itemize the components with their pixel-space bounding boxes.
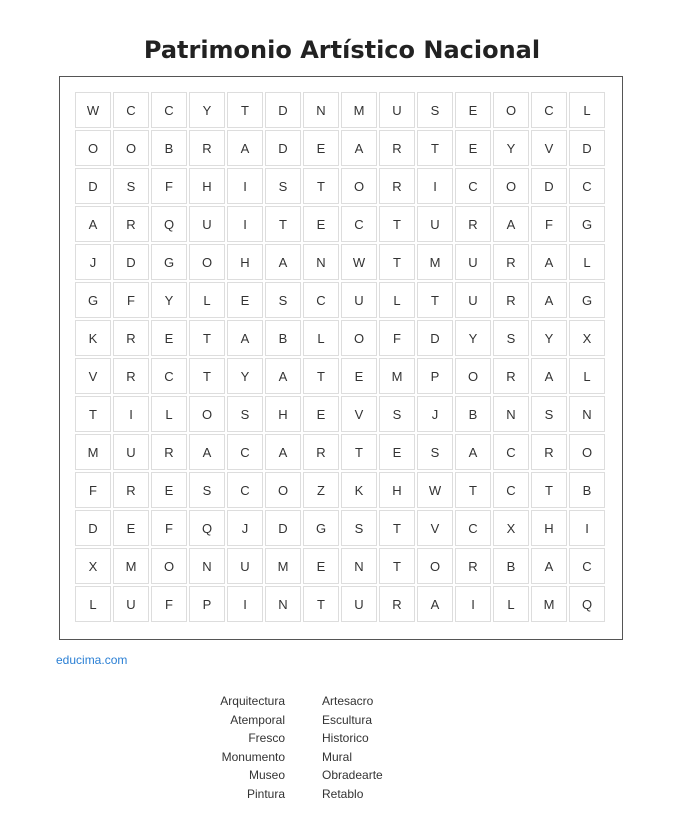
grid-cell[interactable]: A — [493, 206, 529, 242]
grid-cell[interactable]: L — [569, 244, 605, 280]
grid-cell[interactable]: Q — [151, 206, 187, 242]
grid-cell[interactable]: T — [341, 434, 377, 470]
grid-cell[interactable]: O — [189, 396, 225, 432]
grid-cell[interactable]: N — [265, 586, 301, 622]
grid-cell[interactable]: U — [455, 244, 491, 280]
grid-cell[interactable]: R — [455, 548, 491, 584]
grid-cell[interactable]: R — [151, 434, 187, 470]
grid-cell[interactable]: A — [455, 434, 491, 470]
grid-cell[interactable]: R — [531, 434, 567, 470]
grid-cell[interactable]: M — [531, 586, 567, 622]
grid-cell[interactable]: C — [493, 472, 529, 508]
grid-cell[interactable]: A — [531, 548, 567, 584]
grid-cell[interactable]: P — [417, 358, 453, 394]
grid-cell[interactable]: L — [151, 396, 187, 432]
grid-cell[interactable]: E — [227, 282, 263, 318]
grid-cell[interactable]: A — [531, 358, 567, 394]
grid-cell[interactable]: D — [75, 510, 111, 546]
grid-cell[interactable]: A — [265, 434, 301, 470]
grid-cell[interactable]: T — [379, 510, 415, 546]
grid-cell[interactable]: R — [455, 206, 491, 242]
grid-cell[interactable]: E — [341, 358, 377, 394]
grid-cell[interactable]: D — [265, 130, 301, 166]
grid-cell[interactable]: S — [341, 510, 377, 546]
grid-cell[interactable]: R — [113, 358, 149, 394]
grid-cell[interactable]: G — [569, 206, 605, 242]
grid-cell[interactable]: R — [379, 130, 415, 166]
grid-cell[interactable]: B — [493, 548, 529, 584]
grid-cell[interactable]: S — [265, 168, 301, 204]
grid-cell[interactable]: F — [379, 320, 415, 356]
grid-cell[interactable]: N — [569, 396, 605, 432]
grid-cell[interactable]: A — [417, 586, 453, 622]
grid-cell[interactable]: I — [113, 396, 149, 432]
grid-cell[interactable]: B — [569, 472, 605, 508]
word-item: Artesacro — [322, 694, 374, 708]
grid-cell[interactable]: T — [303, 168, 339, 204]
grid-cell[interactable]: G — [151, 244, 187, 280]
grid-cell[interactable]: D — [113, 244, 149, 280]
grid-cell[interactable]: T — [379, 244, 415, 280]
grid-cell[interactable]: I — [227, 206, 263, 242]
grid-cell[interactable]: D — [75, 168, 111, 204]
grid-cell[interactable]: H — [265, 396, 301, 432]
grid-cell[interactable]: B — [455, 396, 491, 432]
grid-cell[interactable]: M — [113, 548, 149, 584]
grid-cell[interactable]: E — [151, 320, 187, 356]
grid-cell[interactable]: L — [493, 586, 529, 622]
grid-cell[interactable]: M — [75, 434, 111, 470]
grid-cell[interactable]: O — [417, 548, 453, 584]
grid-cell[interactable]: R — [379, 168, 415, 204]
grid-cell[interactable]: M — [265, 548, 301, 584]
grid-cell[interactable]: C — [341, 206, 377, 242]
grid-cell[interactable]: E — [303, 130, 339, 166]
grid-cell[interactable]: E — [455, 130, 491, 166]
word-item: Historico — [322, 731, 369, 746]
grid-cell[interactable]: C — [227, 472, 263, 508]
grid-cell[interactable]: T — [379, 548, 415, 584]
grid-cell[interactable]: F — [151, 168, 187, 204]
word-item: Mural — [322, 749, 353, 764]
grid-cell[interactable]: S — [493, 320, 529, 356]
grid-cell[interactable]: O — [113, 130, 149, 166]
grid-cell[interactable]: T — [189, 358, 225, 394]
grid-cell[interactable]: U — [341, 282, 377, 318]
grid-cell[interactable]: M — [341, 92, 377, 128]
grid-cell[interactable]: N — [493, 396, 529, 432]
word-item: Obradearte — [322, 768, 383, 783]
grid-cell[interactable]: R — [113, 320, 149, 356]
grid-cell[interactable]: T — [379, 206, 415, 242]
grid-cell[interactable]: L — [569, 92, 605, 128]
grid-cell[interactable]: F — [75, 472, 111, 508]
grid-cell[interactable]: T — [303, 586, 339, 622]
grid-cell[interactable]: Y — [151, 282, 187, 318]
grid-cell[interactable]: G — [569, 282, 605, 318]
grid-cell[interactable]: R — [189, 130, 225, 166]
grid-cell[interactable]: V — [341, 396, 377, 432]
grid-cell[interactable]: N — [341, 548, 377, 584]
grid-cell[interactable]: Y — [227, 358, 263, 394]
grid-cell[interactable]: Y — [493, 130, 529, 166]
grid-cell[interactable]: R — [493, 244, 529, 280]
grid-cell[interactable]: V — [75, 358, 111, 394]
grid-cell[interactable]: R — [303, 434, 339, 470]
grid-cell[interactable]: T — [75, 396, 111, 432]
grid-cell[interactable]: R — [493, 358, 529, 394]
word-search-board — [59, 76, 623, 640]
grid-cell[interactable]: A — [227, 320, 263, 356]
grid-cell[interactable]: V — [417, 510, 453, 546]
grid-cell[interactable]: T — [417, 130, 453, 166]
grid-cell[interactable]: X — [569, 320, 605, 356]
grid-cell[interactable]: E — [379, 434, 415, 470]
grid-cell[interactable]: A — [265, 358, 301, 394]
grid-cell[interactable]: R — [113, 206, 149, 242]
letter-grid — [75, 92, 605, 622]
grid-cell[interactable]: J — [75, 244, 111, 280]
grid-cell[interactable]: O — [189, 244, 225, 280]
word-item: Pintura — [246, 786, 285, 801]
grid-cell[interactable]: I — [417, 168, 453, 204]
grid-cell[interactable]: T — [227, 92, 263, 128]
grid-cell[interactable]: U — [455, 282, 491, 318]
grid-cell[interactable]: T — [265, 206, 301, 242]
grid-cell[interactable]: B — [265, 320, 301, 356]
grid-cell[interactable]: K — [341, 472, 377, 508]
word-item: Atemporal — [230, 712, 285, 727]
grid-cell[interactable]: C — [569, 168, 605, 204]
grid-cell[interactable]: E — [455, 92, 491, 128]
word-list-right — [322, 692, 442, 804]
grid-cell[interactable]: Y — [531, 320, 567, 356]
grid-cell[interactable]: U — [379, 92, 415, 128]
grid-cell[interactable]: O — [493, 168, 529, 204]
grid-cell[interactable]: D — [265, 92, 301, 128]
grid-cell[interactable]: H — [189, 168, 225, 204]
grid-cell[interactable]: J — [227, 510, 263, 546]
grid-cell[interactable]: U — [113, 434, 149, 470]
grid-cell[interactable]: L — [303, 320, 339, 356]
grid-cell[interactable]: W — [341, 244, 377, 280]
grid-cell[interactable]: T — [189, 320, 225, 356]
grid-cell[interactable]: S — [417, 434, 453, 470]
grid-cell[interactable]: T — [417, 282, 453, 318]
grid-cell[interactable]: H — [227, 244, 263, 280]
grid-cell[interactable]: X — [75, 548, 111, 584]
grid-cell[interactable]: V — [531, 130, 567, 166]
grid-cell[interactable]: E — [303, 396, 339, 432]
grid-cell[interactable]: M — [417, 244, 453, 280]
grid-cell[interactable]: A — [531, 244, 567, 280]
page-title: Patrimonio Artístico Nacional — [143, 36, 541, 64]
grid-cell[interactable]: U — [341, 586, 377, 622]
word-list-left — [200, 692, 285, 804]
grid-cell[interactable]: D — [417, 320, 453, 356]
grid-cell[interactable]: O — [75, 130, 111, 166]
grid-cell[interactable]: X — [493, 510, 529, 546]
grid-cell[interactable]: A — [265, 244, 301, 280]
grid-cell[interactable]: D — [569, 130, 605, 166]
grid-cell[interactable]: O — [493, 92, 529, 128]
grid-cell[interactable]: Y — [189, 92, 225, 128]
grid-cell[interactable]: O — [341, 320, 377, 356]
grid-cell[interactable]: C — [303, 282, 339, 318]
grid-cell[interactable]: N — [303, 92, 339, 128]
grid-cell[interactable]: R — [113, 472, 149, 508]
grid-cell[interactable]: A — [341, 130, 377, 166]
grid-cell[interactable]: C — [113, 92, 149, 128]
grid-cell[interactable]: E — [303, 548, 339, 584]
grid-cell[interactable]: K — [75, 320, 111, 356]
grid-cell[interactable]: F — [151, 510, 187, 546]
grid-cell[interactable]: Y — [455, 320, 491, 356]
grid-cell[interactable]: G — [75, 282, 111, 318]
grid-cell[interactable]: I — [455, 586, 491, 622]
grid-cell[interactable]: F — [113, 282, 149, 318]
grid-cell[interactable]: A — [531, 282, 567, 318]
grid-cell[interactable]: S — [265, 282, 301, 318]
grid-cell[interactable]: Q — [189, 510, 225, 546]
grid-cell[interactable]: E — [303, 206, 339, 242]
grid-cell[interactable]: A — [227, 130, 263, 166]
grid-cell[interactable]: U — [417, 206, 453, 242]
grid-cell[interactable]: Q — [569, 586, 605, 622]
grid-cell[interactable]: L — [569, 358, 605, 394]
grid-cell[interactable]: L — [379, 282, 415, 318]
grid-cell[interactable]: S — [417, 92, 453, 128]
grid-cell[interactable]: C — [531, 92, 567, 128]
grid-cell[interactable]: T — [303, 358, 339, 394]
grid-cell[interactable]: C — [151, 358, 187, 394]
grid-cell[interactable]: N — [303, 244, 339, 280]
word-item: Museo — [248, 768, 285, 783]
brand-link[interactable]: educima.com — [56, 653, 128, 667]
grid-cell[interactable]: C — [227, 434, 263, 470]
grid-cell[interactable]: S — [227, 396, 263, 432]
grid-cell[interactable]: W — [417, 472, 453, 508]
grid-cell[interactable]: W — [75, 92, 111, 128]
grid-cell[interactable]: P — [189, 586, 225, 622]
grid-cell[interactable]: I — [227, 586, 263, 622]
grid-cell[interactable]: E — [151, 472, 187, 508]
grid-cell[interactable]: L — [189, 282, 225, 318]
grid-cell[interactable]: A — [75, 206, 111, 242]
grid-cell[interactable]: S — [531, 396, 567, 432]
grid-cell[interactable]: C — [151, 92, 187, 128]
grid-cell[interactable]: H — [531, 510, 567, 546]
grid-cell[interactable]: O — [569, 434, 605, 470]
word-item: Escultura — [322, 712, 373, 727]
grid-cell[interactable]: C — [455, 510, 491, 546]
grid-cell[interactable]: O — [455, 358, 491, 394]
grid-cell[interactable]: F — [531, 206, 567, 242]
grid-cell[interactable]: B — [151, 130, 187, 166]
grid-cell[interactable]: A — [189, 434, 225, 470]
grid-cell[interactable]: I — [569, 510, 605, 546]
grid-cell[interactable]: D — [265, 510, 301, 546]
grid-cell[interactable]: U — [113, 586, 149, 622]
grid-cell[interactable]: J — [417, 396, 453, 432]
word-item: Arquitectura — [220, 694, 285, 708]
grid-cell[interactable]: I — [227, 168, 263, 204]
grid-cell[interactable]: C — [569, 548, 605, 584]
grid-cell[interactable]: T — [455, 472, 491, 508]
grid-cell[interactable]: S — [189, 472, 225, 508]
grid-cell[interactable]: E — [113, 510, 149, 546]
grid-cell[interactable]: O — [265, 472, 301, 508]
word-item: Monumento — [221, 749, 285, 764]
grid-cell[interactable]: S — [379, 396, 415, 432]
grid-cell[interactable]: L — [75, 586, 111, 622]
grid-cell[interactable]: H — [379, 472, 415, 508]
word-item: Fresco — [248, 731, 285, 746]
grid-cell[interactable]: U — [227, 548, 263, 584]
grid-cell[interactable]: S — [113, 168, 149, 204]
grid-cell[interactable]: T — [531, 472, 567, 508]
grid-cell[interactable]: Z — [303, 472, 339, 508]
grid-cell[interactable]: R — [493, 282, 529, 318]
word-item: Retablo — [322, 786, 364, 801]
grid-cell[interactable]: O — [151, 548, 187, 584]
grid-cell[interactable]: C — [493, 434, 529, 470]
grid-cell[interactable]: F — [151, 586, 187, 622]
grid-cell[interactable]: M — [379, 358, 415, 394]
grid-cell[interactable]: U — [189, 206, 225, 242]
grid-cell[interactable]: O — [341, 168, 377, 204]
grid-cell[interactable]: D — [531, 168, 567, 204]
grid-cell[interactable]: C — [455, 168, 491, 204]
grid-cell[interactable]: N — [189, 548, 225, 584]
grid-cell[interactable]: G — [303, 510, 339, 546]
grid-cell[interactable]: R — [379, 586, 415, 622]
